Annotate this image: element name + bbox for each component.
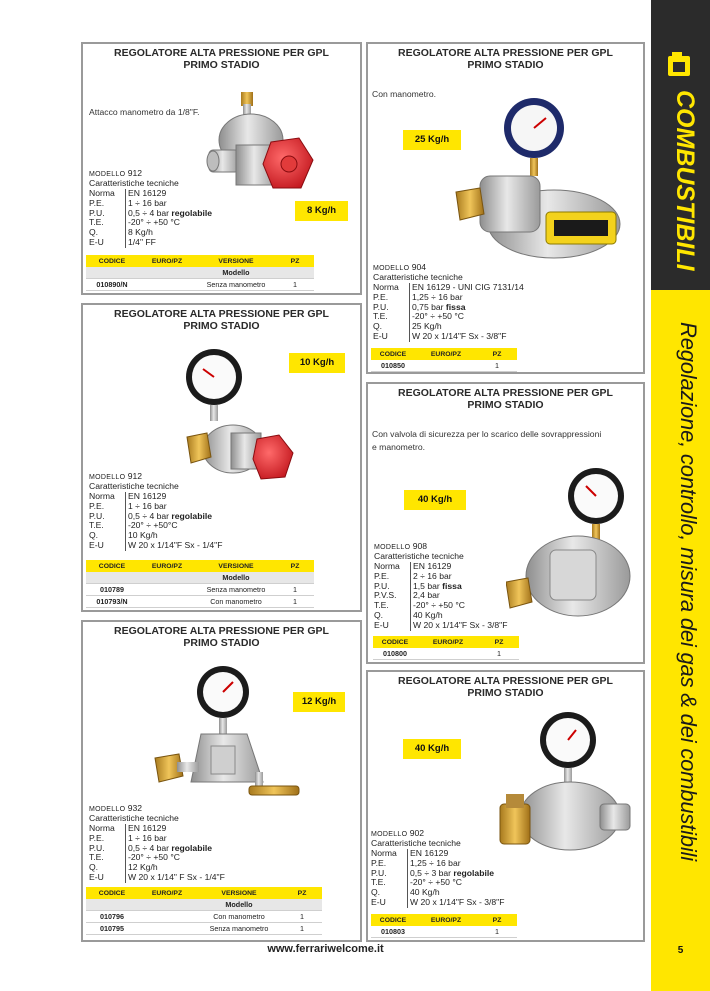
product-card-902-40kgh xyxy=(366,670,645,942)
th-codice: CODICE xyxy=(86,255,138,267)
spec-row: E-U 1/4" FF xyxy=(89,238,212,248)
model-number: 904 xyxy=(411,262,427,272)
card-title xyxy=(83,47,360,71)
website-link[interactable]: www.ferrariwelcome.it xyxy=(267,943,384,955)
model-label: MODELLO xyxy=(371,831,408,838)
model-number: 912 xyxy=(127,168,143,178)
price-table: CODICE EURO/PZ PZ 010803 1 xyxy=(371,914,517,938)
table-row: 010795 Senza manometro 1 xyxy=(86,923,322,935)
price-table: CODICE EURO/PZ VERSIONE PZ Modello 010796 Con manometro 1 010795 Senza manometro 1 xyxy=(86,887,322,935)
product-card-932-12kgh xyxy=(81,620,362,942)
card-title-line2: PRIMO STADIO xyxy=(183,59,260,71)
spec-row: P.E. 1,25 ÷ 16 bar xyxy=(373,293,524,303)
spec-row: P.U. 0,5 ÷ 4 bar regolabile xyxy=(89,844,225,854)
spec-row: E-U W 20 x 1/14"F Sx - 3/8"F xyxy=(371,896,505,907)
sidebar-subtitle: Regolazione, controllo, misura dei gas & dei combustibili xyxy=(676,322,701,861)
spec-row: Q. 8 Kg/h xyxy=(89,228,212,238)
spec-row: P.E. 1 ÷ 16 bar xyxy=(89,502,222,512)
spec-row: P.E. 2 ÷ 16 bar xyxy=(374,572,507,582)
spec-row: Norma EN 16129 - UNI CIG 7131/14 xyxy=(373,282,524,292)
card-title xyxy=(83,625,360,649)
card-title-line2: PRIMO STADIO xyxy=(467,687,544,699)
spec-row: Norma EN 16129 xyxy=(374,562,507,572)
card-title-line1: REGOLATORE ALTA PRESSIONE PER GPL xyxy=(398,387,613,399)
product-card-912-10kgh xyxy=(81,303,362,612)
product-card-912-8kgh xyxy=(81,42,362,295)
th-pz: PZ xyxy=(276,255,314,267)
model-label: MODELLO xyxy=(89,171,126,178)
flow-rate-badge: 8 Kg/h xyxy=(295,201,348,221)
model-number: 902 xyxy=(409,828,425,838)
model-label: MODELLO xyxy=(374,544,411,551)
card-title xyxy=(368,47,643,71)
price-table: CODICE EURO/PZ PZ 010800 1 xyxy=(373,636,519,660)
card-title-line2: PRIMO STADIO xyxy=(183,637,260,649)
price-table xyxy=(86,255,314,291)
spec-row: T.E. -20° ÷ +50°C xyxy=(89,521,222,531)
flow-rate-badge: 12 Kg/h xyxy=(293,692,345,712)
regulator-gauge-handle-image xyxy=(151,662,311,808)
card-title-line2: PRIMO STADIO xyxy=(467,59,544,71)
specs-title: Caratteristiche tecniche xyxy=(89,178,179,188)
th-versione: VERSIONE xyxy=(196,255,276,267)
card-title-line1: REGOLATORE ALTA PRESSIONE PER GPL xyxy=(398,675,613,687)
card-title-line1: REGOLATORE ALTA PRESSIONE PER GPL xyxy=(398,47,613,59)
spec-row: Q. 25 Kg/h xyxy=(373,322,524,332)
regulator-large-gauge-image xyxy=(454,94,624,264)
spec-row: P.E. 1 ÷ 16 bar xyxy=(89,199,212,209)
spec-row: Q. 12 Kg/h xyxy=(89,863,225,873)
specs-table xyxy=(89,824,225,883)
flow-rate-badge: 10 Kg/h xyxy=(289,353,345,373)
card-title-line2: PRIMO STADIO xyxy=(183,320,260,332)
spec-row: Q. 40 Kg/h xyxy=(371,888,504,898)
spec-row: Norma EN 16129 xyxy=(89,492,222,502)
regulator-gauge-red-cap-image xyxy=(181,341,301,486)
product-description: Attacco manometro da 1/8"F. xyxy=(89,107,200,117)
th-euro: EURO/PZ xyxy=(138,255,196,267)
card-title-line1: REGOLATORE ALTA PRESSIONE PER GPL xyxy=(114,308,329,320)
table-row: 010789 Senza manometro 1 xyxy=(86,584,314,596)
th-modello: Modello xyxy=(196,267,276,279)
card-title xyxy=(368,387,643,411)
spec-row: E-U W 20 x 1/14"F Sx - 3/8"F xyxy=(373,332,524,342)
table-row: 010793/N Con manometro 1 xyxy=(86,596,314,608)
spec-row: Q. 10 Kg/h xyxy=(89,531,222,541)
model-number: 912 xyxy=(127,471,143,481)
spec-row: P.U. 0,75 bar fissa xyxy=(373,303,524,313)
spec-row: P.E. 1,25 ÷ 16 bar xyxy=(371,859,504,869)
flow-rate-badge: 25 Kg/h xyxy=(403,130,461,150)
spec-row: P.E. 1 ÷ 16 bar xyxy=(89,834,225,844)
specs-title: Caratteristiche tecniche xyxy=(373,272,463,282)
table-row: 010850 1 xyxy=(371,360,517,372)
spec-row: P.U. 0,5 ÷ 3 bar regolabile xyxy=(371,869,504,879)
table-row: 010890/N Senza manometro 1 xyxy=(86,279,314,291)
spec-row: Norma EN 16129 xyxy=(89,824,225,834)
table-row: 010796 Con manometro 1 xyxy=(86,911,322,923)
spec-row: P.V.S. 2,4 bar xyxy=(374,591,507,601)
product-card-904-25kgh xyxy=(366,42,645,374)
table-row: 010800 1 xyxy=(373,648,519,660)
price-table: CODICE EURO/PZ VERSIONE PZ Modello 010789 Senza manometro 1 010793/N Con manometro 1 xyxy=(86,560,314,608)
category-sidebar xyxy=(651,0,710,991)
spec-row: Norma EN 16129 xyxy=(371,849,504,859)
spec-row: P.U. 1,5 bar fissa xyxy=(374,582,507,592)
specs-table xyxy=(373,283,524,342)
spec-row: T.E. -20° ÷ +50 °C xyxy=(89,218,212,228)
description-line2: e manometro. xyxy=(372,442,426,452)
fuel-can-icon xyxy=(666,52,692,78)
spec-row: Norma EN 16129 xyxy=(89,189,212,199)
spec-row: T.E. -20° ÷ +50 °C xyxy=(371,878,504,888)
specs-table xyxy=(89,189,212,248)
table-row: 010803 1 xyxy=(371,926,517,938)
spec-row: P.U. 0,5 ÷ 4 bar regolabile xyxy=(89,512,222,522)
model-number: 908 xyxy=(412,541,428,551)
card-title xyxy=(368,675,643,699)
spec-row: T.E. -20° ÷ +50 °C xyxy=(373,312,524,322)
specs-table xyxy=(371,849,504,908)
regulator-red-cap-image xyxy=(201,90,321,202)
spec-row: E-U W 20 x 1/14"F Sx - 1/4"F xyxy=(89,539,223,550)
price-table: CODICE EURO/PZ PZ 010850 1 xyxy=(371,348,517,372)
card-title-line2: PRIMO STADIO xyxy=(467,399,544,411)
specs-title: Caratteristiche tecniche xyxy=(89,813,179,823)
flow-rate-badge: 40 Kg/h xyxy=(404,490,466,510)
card-title-line1: REGOLATORE ALTA PRESSIONE PER GPL xyxy=(114,47,329,59)
spec-row: T.E. -20° ÷ +50 °C xyxy=(89,853,225,863)
spec-row: Q. 40 Kg/h xyxy=(374,611,507,621)
specs-table xyxy=(89,492,222,551)
specs-title: Caratteristiche tecniche xyxy=(89,481,179,491)
model-number: 932 xyxy=(127,803,143,813)
model-label: MODELLO xyxy=(89,474,126,481)
spec-row: T.E. -20° ÷ +50 °C xyxy=(374,601,507,611)
page-number: 5 xyxy=(677,945,684,956)
flow-rate-badge: 40 Kg/h xyxy=(403,739,461,759)
specs-title: Caratteristiche tecniche xyxy=(371,838,461,848)
product-description: Con manometro. xyxy=(372,89,437,99)
specs-title: Caratteristiche tecniche xyxy=(374,551,464,561)
card-title xyxy=(83,308,360,332)
product-description xyxy=(372,428,601,454)
card-title-line1: REGOLATORE ALTA PRESSIONE PER GPL xyxy=(114,625,329,637)
model-label: MODELLO xyxy=(89,806,126,813)
description-line1: Con valvola di sicurezza per lo scarico delle sovrappressioni xyxy=(372,429,602,439)
specs-table xyxy=(374,562,507,631)
regulator-safety-valve-image xyxy=(506,464,646,624)
sidebar-category: COMBUSTIBILI xyxy=(671,90,699,271)
regulator-bronze-image xyxy=(496,708,636,858)
model-label: MODELLO xyxy=(373,265,410,272)
product-card-908-40kgh xyxy=(366,382,645,664)
spec-row: E-U W 20 x 1/14"F Sx - 3/8"F xyxy=(374,619,508,630)
spec-row: P.U. 0,5 ÷ 4 bar regolabile xyxy=(89,207,213,218)
spec-row: E-U W 20 x 1/14" F Sx - 1/4"F xyxy=(89,871,225,882)
